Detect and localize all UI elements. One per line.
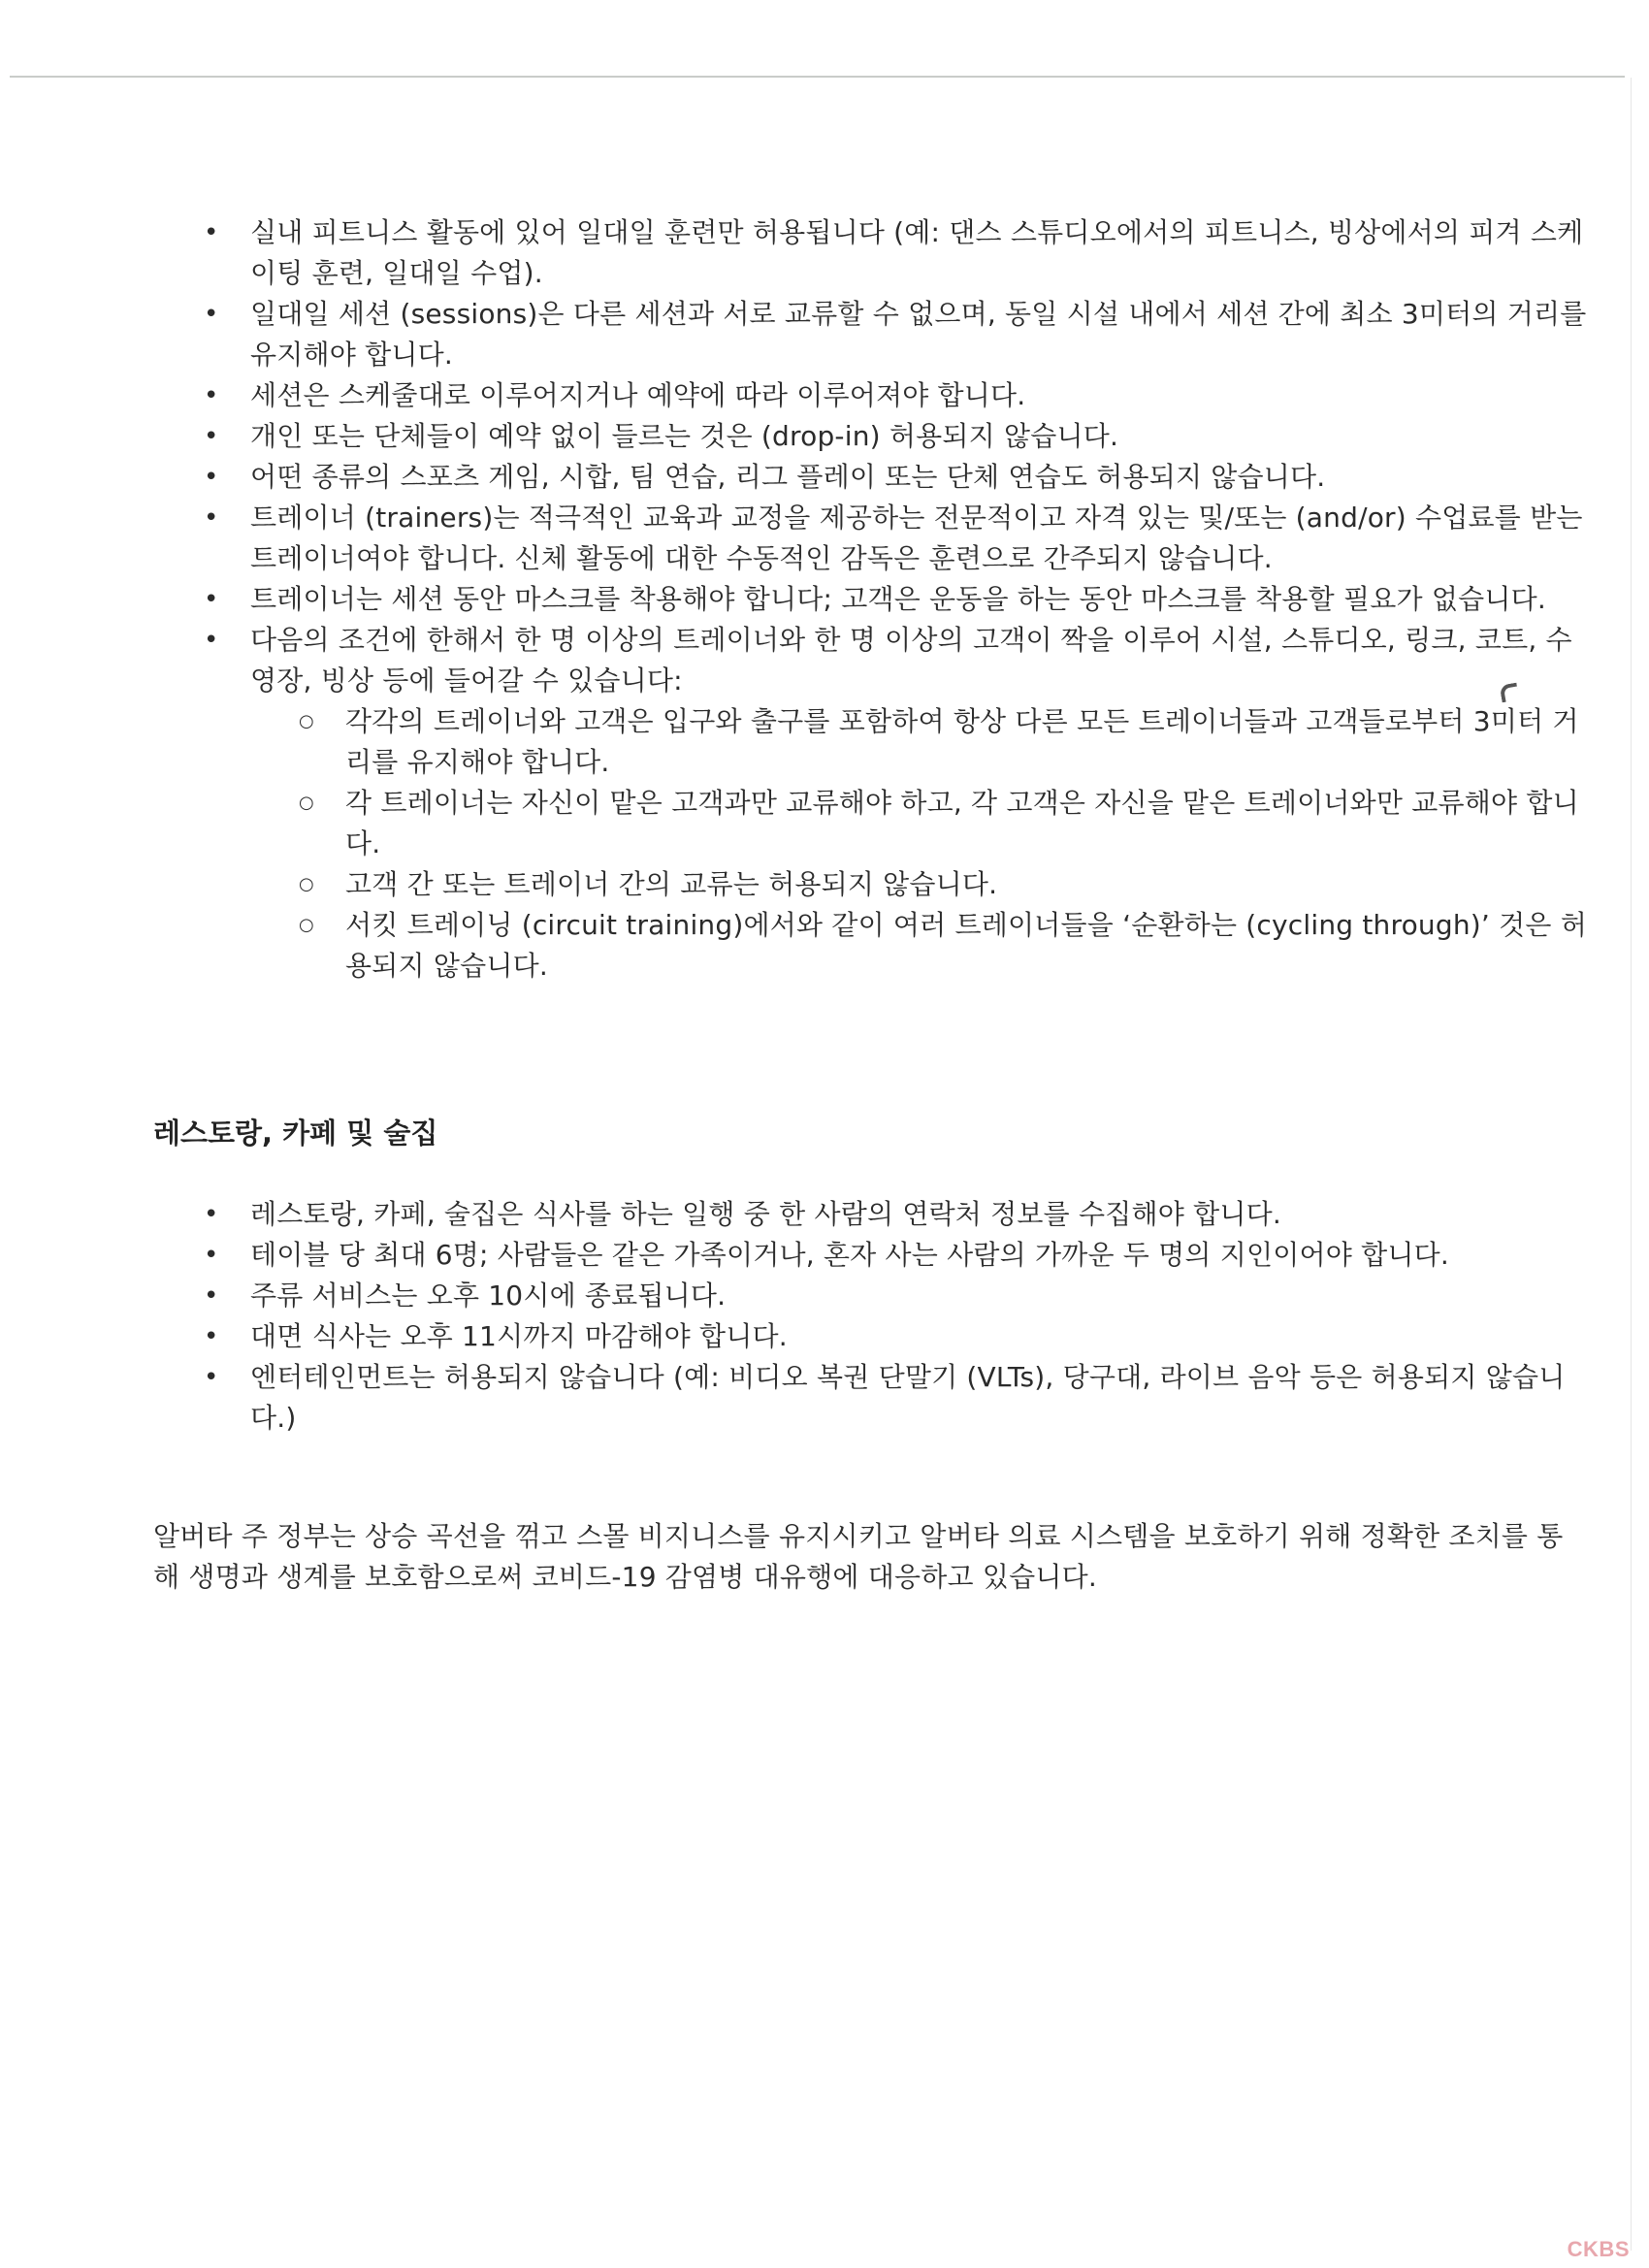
list-item: • 대면 식사는 오후 11시까지 마감해야 합니다. — [0, 1316, 1649, 1357]
list-item-with-conditions — [0, 620, 1649, 987]
list-item: • 테이블 당 최대 6명; 사람들은 같은 가족이거나, 혼자 사는 사람의 가까운 두 명의 지인이어야 합니다. — [0, 1235, 1649, 1276]
list-item: • 주류 서비스는 오후 10시에 종료됩니다. — [0, 1276, 1649, 1316]
section-heading-restaurants: 레스토랑, 카페 및 술집 — [153, 1117, 438, 1150]
scan-top-edge — [10, 76, 1625, 78]
list-item: • 엔터테인먼트는 허용되지 않습니다 (예: 비디오 복권 단말기 (VLTs), 당구대, 라이브 음악 등은 허용되지 않습니다.) — [0, 1357, 1649, 1439]
restaurant-rules-list — [0, 1194, 1649, 1439]
conditions-sub-list — [250, 701, 1591, 987]
sub-list-item: ○ 각 트레이너는 자신이 맡은 고객과만 교류해야 하고, 각 고객은 자신을 맡은 트레이너와만 교류해야 합니다. — [250, 783, 1591, 864]
broadcaster-watermark: CKBS — [1567, 2237, 1630, 2261]
list-item: • 트레이너는 세션 동안 마스크를 착용해야 합니다; 고객은 운동을 하는 동안 마스크를 착용할 필요가 없습니다. — [0, 579, 1649, 620]
list-item: • 어떤 종류의 스포츠 게임, 시합, 팀 연습, 리그 플레이 또는 단체 연습도 허용되지 않습니다. — [0, 457, 1649, 498]
sub-list-item: ○ 고객 간 또는 트레이너 간의 교류는 허용되지 않습니다. — [250, 864, 1591, 905]
list-item: • 세션은 스케줄대로 이루어지거나 예약에 따라 이루어져야 합니다. — [0, 375, 1649, 416]
list-item: • 트레이너 (trainers)는 적극적인 교육과 교정을 제공하는 전문적이고 자격 있는 및/또는 (and/or) 수업료를 받는 트레이너여야 합니다. 신체 활동에 대한 수동적인 감독은 훈련으로 간주되지 않습니다. — [0, 498, 1649, 579]
sub-list-item: ○ 서킷 트레이닝 (circuit training)에서와 같이 여러 트레이너들을 ‘순환하는 (cycling through)’ 것은 허용되지 않습니다. — [250, 905, 1591, 987]
list-item: • 레스토랑, 카페, 술집은 식사를 하는 일행 중 한 사람의 연락처 정보를 수집해야 합니다. — [0, 1194, 1649, 1235]
list-item: • 일대일 세션 (sessions)은 다른 세션과 서로 교류할 수 없으며, 동일 시설 내에서 세션 간에 최소 3미터의 거리를 유지해야 합니다. — [0, 294, 1649, 375]
closing-paragraph: 알버타 주 정부는 상승 곡선을 꺾고 스몰 비지니스를 유지시키고 알버타 의료 시스템을 보호하기 위해 정확한 조치를 통해 생명과 생계를 보호함으로써 코비드-19 감염병 대유행에 대응하고 있습니다. — [153, 1520, 1564, 1593]
list-item-text: 다음의 조건에 한해서 한 명 이상의 트레이너와 한 명 이상의 고객이 짝을 이루어 시설, 스튜디오, 링크, 코트, 수영장, 빙상 등에 들어갈 수 있습니다: — [250, 624, 1572, 697]
sub-list-item: ○ 각각의 트레이너와 고객은 입구와 출구를 포함하여 항상 다른 모든 트레이너들과 고객들로부터 3미터 거리를 유지해야 합니다. — [250, 701, 1591, 783]
fitness-rules-list — [0, 212, 1649, 987]
list-item: • 실내 피트니스 활동에 있어 일대일 훈련만 허용됩니다 (예: 댄스 스튜디오에서의 피트니스, 빙상에서의 피겨 스케이팅 훈련, 일대일 수업). — [0, 212, 1649, 294]
list-item: • 개인 또는 단체들이 예약 없이 들르는 것은 (drop-in) 허용되지 않습니다. — [0, 416, 1649, 457]
